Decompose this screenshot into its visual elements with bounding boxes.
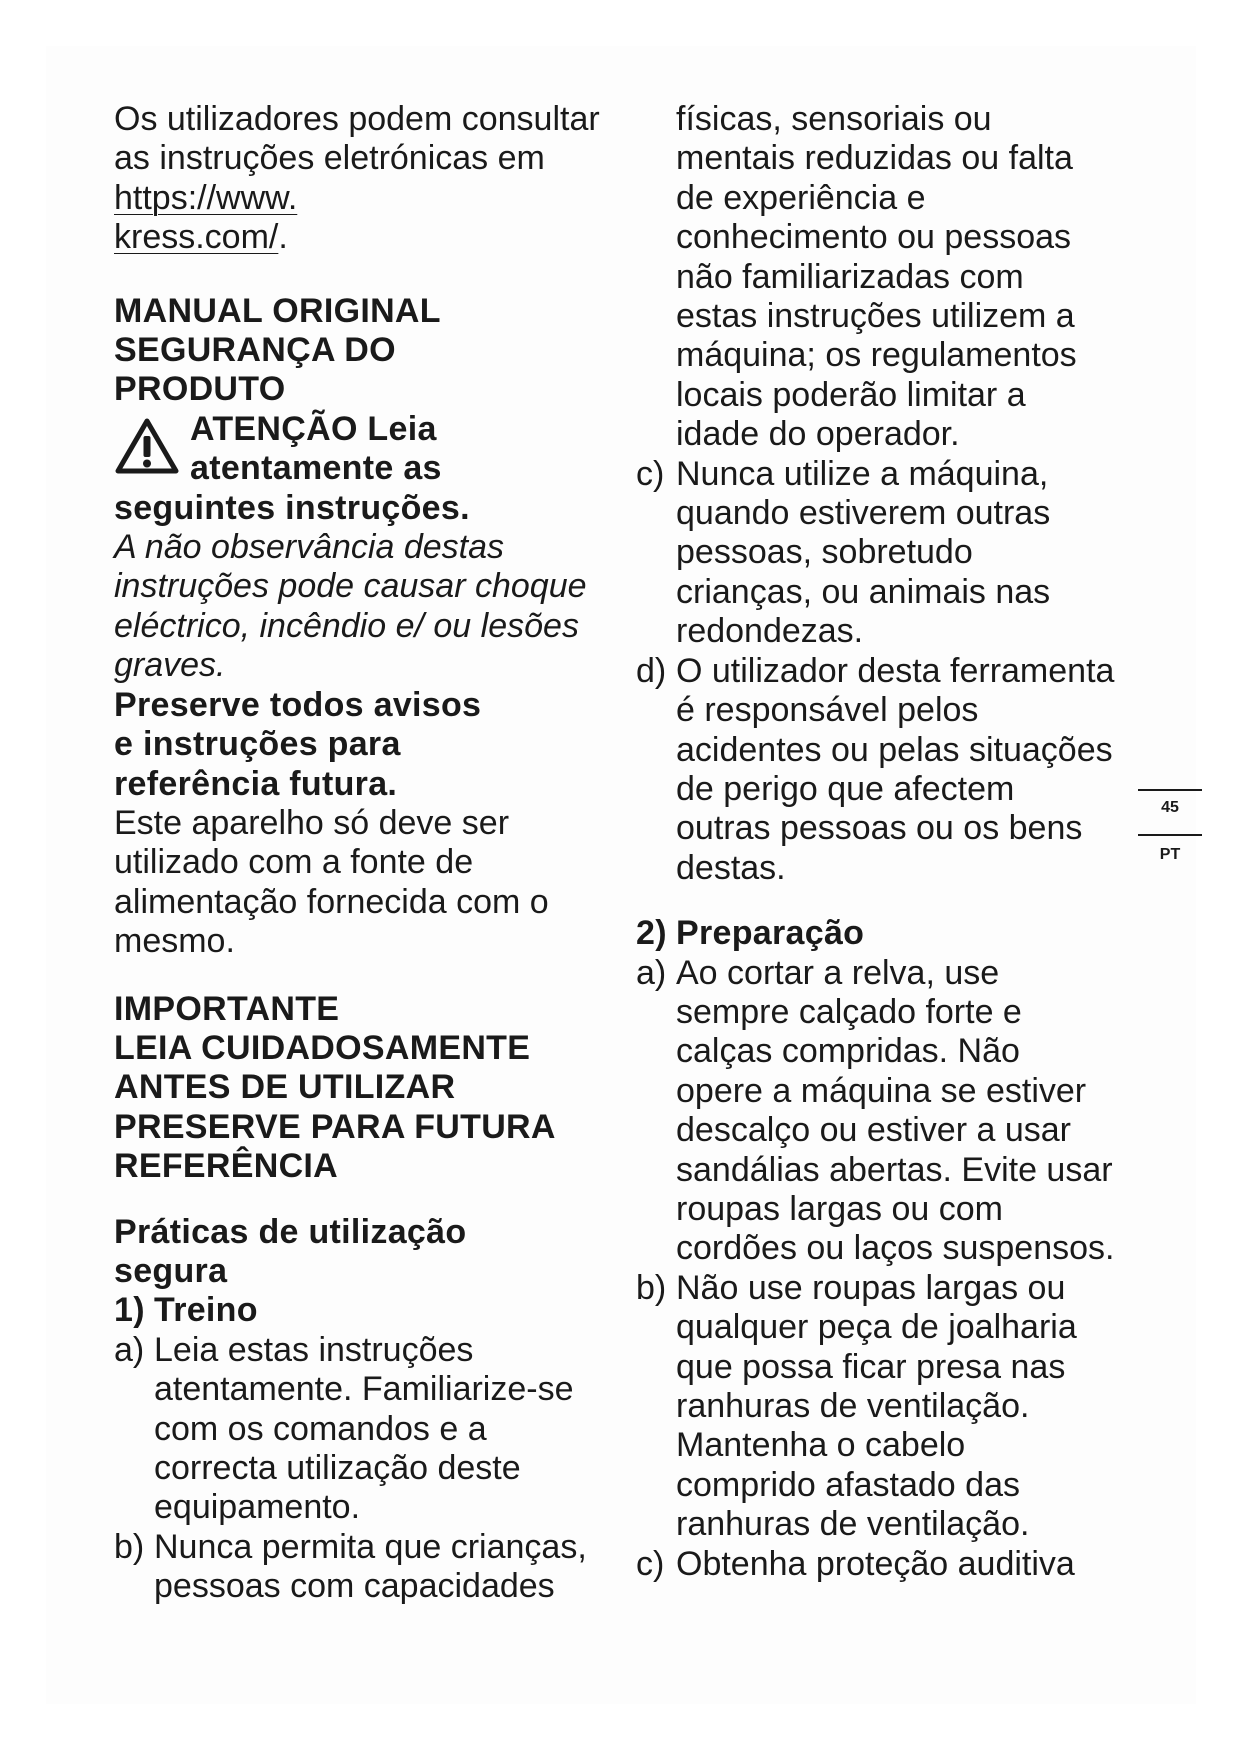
warning-italic: A não observância destas instruções pode causar choque eléctrico, incêndio e/ ou lesões graves. — [114, 528, 587, 685]
section-2-heading: 2) Preparação — [636, 914, 865, 953]
list-item: c) Nunca utilize a máquina, quando estiverem outras pessoas, sobretudo crianças, ou animais nas redondezas. — [636, 454, 1051, 651]
warning-block: ATENÇÃO Leia atentamente as — [114, 410, 614, 489]
left-column — [114, 100, 614, 1607]
intro-paragraph: Os utilizadores podem consultar as instruções eletrónicas em https://www. kress.com/. — [114, 100, 600, 257]
page-tab-rule-bottom — [1138, 834, 1202, 836]
power-note: Este aparelho só deve ser utilizado com a fonte de alimentação fornecida com o mesmo. — [114, 803, 549, 961]
preserve-notice: Preserve todos avisos e instruções para referência futura. — [114, 685, 482, 803]
list-item: c) Obtenha proteção auditiva — [636, 1544, 1075, 1583]
continuation-text: físicas, sensoriais ou mentais reduzidas ou falta de experiência e conhecimento ou pessoas não familiarizadas com estas instruções utilizem a máquina; os regulamentos locais poderão limitar a idade do operador. — [676, 100, 1077, 454]
manual-heading: MANUAL ORIGINAL SEGURANÇA DO PRODUTO — [114, 291, 441, 409]
right-column — [636, 100, 1116, 1584]
section-1-heading: 1) Treino — [114, 1291, 258, 1330]
kress-link[interactable]: https://www. kress.com/ — [114, 178, 298, 257]
practices-heading: Práticas de utilização segura — [114, 1212, 467, 1290]
important-heading: IMPORTANTE LEIA CUIDADOSAMENTE ANTES DE UTILIZAR PRESERVE PARA FUTURA REFERÊNCIA — [114, 989, 556, 1186]
list-item: a) Leia estas instruções atentamente. Familiarize-se com os comandos e a correcta utilização deste equipamento. — [114, 1330, 574, 1527]
warning-line3: seguintes instruções. — [114, 488, 470, 527]
list-item: d) O utilizador desta ferramenta é responsável pelos acidentes ou pelas situações de perigo que afectem outras pessoas ou os bens destas. — [636, 651, 1115, 887]
list-item: b) Não use roupas largas ou qualquer peça de joalharia que possa ficar presa nas ranhuras de ventilação. Mantenha o cabelo comprido afastado das ranhuras de ventilação. — [636, 1268, 1077, 1544]
list-item: a) Ao cortar a relva, use sempre calçado forte e calças compridas. Não opere a máquina se estiver descalço ou estiver a usar sandálias abertas. Evite usar roupas largas ou com cordões ou laços suspensos. — [636, 953, 1115, 1268]
list-item: b) Nunca permita que crianças, pessoas com capacidades — [114, 1527, 587, 1606]
language-code: PT — [1159, 846, 1181, 863]
page-number: 45 — [1161, 799, 1179, 816]
warning-icon — [114, 416, 180, 476]
page-tab-rule-top — [1138, 789, 1202, 791]
